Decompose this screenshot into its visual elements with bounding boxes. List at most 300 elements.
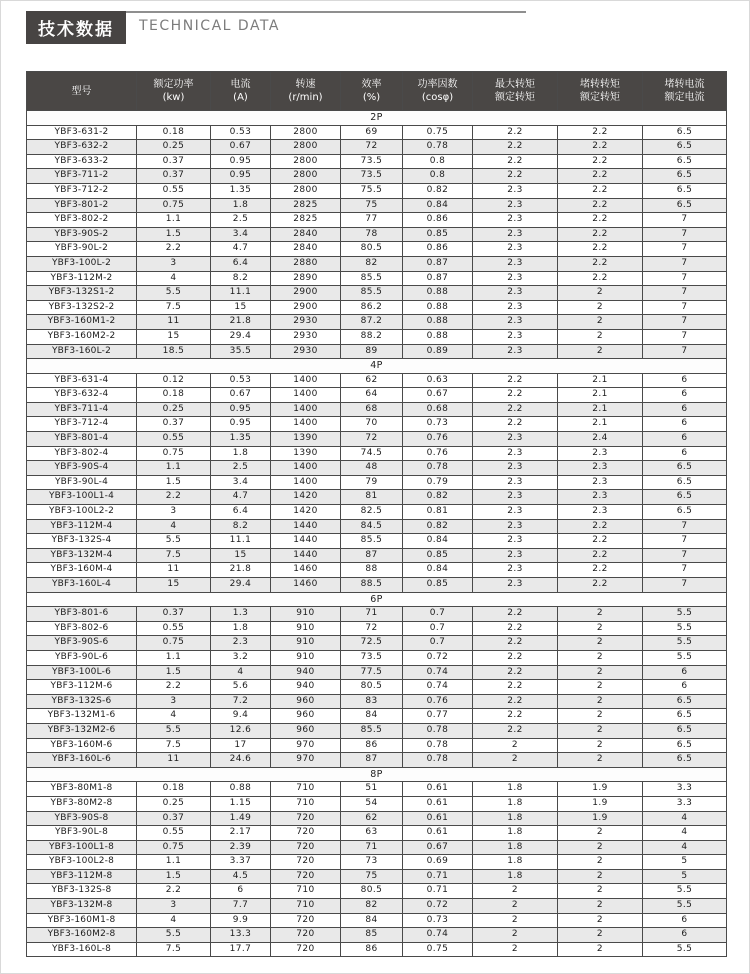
value-cell: 0.88 (403, 329, 473, 344)
table-row (27, 899, 727, 914)
value-cell: 82.5 (341, 505, 403, 520)
value-cell: 7 (643, 344, 727, 359)
value-cell: 0.87 (403, 271, 473, 286)
model-cell: YBF3-112M-4 (27, 519, 137, 534)
value-cell: 2 (558, 884, 643, 899)
value-cell: 2 (558, 826, 643, 841)
value-cell: 2 (558, 315, 643, 330)
value-cell: 1.9 (558, 811, 643, 826)
value-cell: 7.5 (137, 738, 211, 753)
value-cell: 2.4 (558, 432, 643, 447)
table-row (27, 840, 727, 855)
value-cell: 2 (558, 286, 643, 301)
model-cell: YBF3-160L-8 (27, 942, 137, 957)
section-header-row-2p (27, 111, 727, 126)
table-row (27, 402, 727, 417)
value-cell: 4 (211, 665, 271, 680)
value-cell: 5.6 (211, 680, 271, 695)
value-cell: 11.1 (211, 286, 271, 301)
value-cell: 7 (643, 271, 727, 286)
table-row (27, 169, 727, 184)
value-cell: 0.85 (403, 578, 473, 593)
value-cell: 85 (341, 928, 403, 943)
value-cell: 70 (341, 417, 403, 432)
model-cell: YBF3-160M2-2 (27, 329, 137, 344)
value-cell: 5.5 (137, 534, 211, 549)
value-cell: 87 (341, 548, 403, 563)
value-cell: 0.86 (403, 242, 473, 257)
value-cell: 5.5 (643, 650, 727, 665)
value-cell: 2.3 (473, 344, 558, 359)
value-cell: 0.7 (403, 607, 473, 622)
table-row (27, 505, 727, 520)
value-cell: 2 (473, 899, 558, 914)
value-cell: 2.2 (558, 125, 643, 140)
table-row (27, 826, 727, 841)
value-cell: 54 (341, 796, 403, 811)
column-header-sublabel: 额定转矩 (580, 92, 620, 103)
value-cell: 29.4 (211, 578, 271, 593)
value-cell: 0.8 (403, 154, 473, 169)
value-cell: 6.5 (643, 505, 727, 520)
value-cell: 6 (643, 402, 727, 417)
table-row (27, 855, 727, 870)
value-cell: 0.75 (137, 446, 211, 461)
value-cell: 2.2 (473, 125, 558, 140)
value-cell: 2.3 (211, 636, 271, 651)
table-row (27, 154, 727, 169)
value-cell: 5.5 (643, 942, 727, 957)
model-cell: YBF3-132M-4 (27, 548, 137, 563)
value-cell: 2.3 (558, 505, 643, 520)
column-header-label: 功率因数 (417, 79, 458, 90)
value-cell: 0.61 (403, 782, 473, 797)
value-cell: 79 (341, 475, 403, 490)
value-cell: 0.82 (403, 490, 473, 505)
value-cell: 3 (137, 899, 211, 914)
value-cell: 2 (558, 665, 643, 680)
value-cell: 4 (643, 811, 727, 826)
value-cell: 2.2 (137, 242, 211, 257)
table-row (27, 388, 727, 403)
value-cell: 6 (643, 928, 727, 943)
value-cell: 720 (271, 840, 341, 855)
value-cell: 2.2 (558, 183, 643, 198)
value-cell: 88.2 (341, 329, 403, 344)
value-cell: 2 (558, 607, 643, 622)
value-cell: 68 (341, 402, 403, 417)
value-cell: 2 (558, 709, 643, 724)
value-cell: 72 (341, 140, 403, 155)
value-cell: 2.2 (558, 227, 643, 242)
value-cell: 2900 (271, 300, 341, 315)
value-cell: 7 (643, 315, 727, 330)
value-cell: 2.5 (211, 461, 271, 476)
value-cell: 0.61 (403, 811, 473, 826)
model-cell: YBF3-90L-4 (27, 475, 137, 490)
value-cell: 2.2 (473, 694, 558, 709)
value-cell: 2.3 (473, 256, 558, 271)
value-cell: 0.55 (137, 432, 211, 447)
value-cell: 2.3 (473, 183, 558, 198)
value-cell: 9.9 (211, 913, 271, 928)
value-cell: 1.15 (211, 796, 271, 811)
value-cell: 5 (643, 855, 727, 870)
value-cell: 710 (271, 884, 341, 899)
value-cell: 2.2 (473, 621, 558, 636)
table-row (27, 534, 727, 549)
value-cell: 1.8 (473, 840, 558, 855)
value-cell: 11.1 (211, 534, 271, 549)
value-cell: 0.37 (137, 607, 211, 622)
value-cell: 1.8 (473, 782, 558, 797)
value-cell: 72 (341, 621, 403, 636)
value-cell: 2840 (271, 227, 341, 242)
value-cell: 6.5 (643, 738, 727, 753)
value-cell: 2.1 (558, 388, 643, 403)
table-row (27, 563, 727, 578)
value-cell: 0.89 (403, 344, 473, 359)
value-cell: 7 (643, 563, 727, 578)
value-cell: 6 (643, 913, 727, 928)
table-row (27, 490, 727, 505)
value-cell: 4 (643, 840, 727, 855)
table-row (27, 621, 727, 636)
table-row (27, 256, 727, 271)
value-cell: 6.5 (643, 753, 727, 768)
value-cell: 2.2 (137, 884, 211, 899)
value-cell: 960 (271, 723, 341, 738)
value-cell: 2 (558, 913, 643, 928)
table-row (27, 636, 727, 651)
column-header-sublabel: (cosφ) (421, 92, 454, 103)
table-row (27, 475, 727, 490)
model-cell: YBF3-132M1-6 (27, 709, 137, 724)
value-cell: 0.95 (211, 417, 271, 432)
value-cell: 0.69 (403, 855, 473, 870)
model-cell: YBF3-90S-2 (27, 227, 137, 242)
value-cell: 1390 (271, 446, 341, 461)
value-cell: 6.5 (643, 154, 727, 169)
value-cell: 910 (271, 636, 341, 651)
table-row (27, 286, 727, 301)
value-cell: 0.8 (403, 169, 473, 184)
model-cell: YBF3-90S-6 (27, 636, 137, 651)
value-cell: 0.7 (403, 621, 473, 636)
value-cell: 1.9 (558, 782, 643, 797)
model-cell: YBF3-132S2-2 (27, 300, 137, 315)
model-cell: YBF3-132M2-6 (27, 723, 137, 738)
value-cell: 21.8 (211, 563, 271, 578)
value-cell: 2.2 (558, 563, 643, 578)
value-cell: 62 (341, 373, 403, 388)
table-row (27, 213, 727, 228)
table-row (27, 723, 727, 738)
value-cell: 6.5 (643, 169, 727, 184)
value-cell: 0.53 (211, 373, 271, 388)
value-cell: 1440 (271, 534, 341, 549)
section-header-row-6p (27, 592, 727, 607)
value-cell: 2.3 (473, 432, 558, 447)
table-row (27, 869, 727, 884)
value-cell: 2.2 (473, 169, 558, 184)
value-cell: 84.5 (341, 519, 403, 534)
value-cell: 82 (341, 256, 403, 271)
value-cell: 2 (558, 738, 643, 753)
value-cell: 2.3 (473, 490, 558, 505)
value-cell: 81 (341, 490, 403, 505)
table-body (27, 111, 727, 957)
value-cell: 2.2 (473, 723, 558, 738)
value-cell: 1440 (271, 519, 341, 534)
value-cell: 0.85 (403, 227, 473, 242)
model-cell: YBF3-160M-6 (27, 738, 137, 753)
value-cell: 9.4 (211, 709, 271, 724)
value-cell: 2.2 (473, 402, 558, 417)
value-cell: 0.82 (403, 183, 473, 198)
value-cell: 3.3 (643, 796, 727, 811)
value-cell: 7 (643, 213, 727, 228)
value-cell: 960 (271, 694, 341, 709)
value-cell: 2.3 (473, 227, 558, 242)
value-cell: 2 (558, 344, 643, 359)
value-cell: 0.88 (211, 782, 271, 797)
table-row (27, 738, 727, 753)
value-cell: 15 (137, 578, 211, 593)
value-cell: 2 (473, 942, 558, 957)
table-row (27, 344, 727, 359)
value-cell: 3.37 (211, 855, 271, 870)
value-cell: 1.8 (473, 796, 558, 811)
value-cell: 0.78 (403, 140, 473, 155)
value-cell: 2.2 (473, 636, 558, 651)
value-cell: 0.76 (403, 446, 473, 461)
value-cell: 2.2 (558, 198, 643, 213)
value-cell: 6 (643, 373, 727, 388)
value-cell: 0.12 (137, 373, 211, 388)
value-cell: 0.74 (403, 680, 473, 695)
table-header-row (27, 72, 727, 111)
value-cell: 48 (341, 461, 403, 476)
value-cell: 24.6 (211, 753, 271, 768)
column-header-sublabel: (A) (233, 92, 248, 103)
value-cell: 0.84 (403, 198, 473, 213)
value-cell: 2.3 (473, 461, 558, 476)
value-cell: 2.2 (473, 650, 558, 665)
value-cell: 2 (558, 694, 643, 709)
model-cell: YBF3-712-2 (27, 183, 137, 198)
model-cell: YBF3-631-4 (27, 373, 137, 388)
value-cell: 0.72 (403, 899, 473, 914)
value-cell: 2.3 (473, 300, 558, 315)
value-cell: 85.5 (341, 534, 403, 549)
value-cell: 2.3 (473, 198, 558, 213)
value-cell: 71 (341, 607, 403, 622)
value-cell: 1.8 (473, 826, 558, 841)
table-row (27, 227, 727, 242)
value-cell: 2 (558, 899, 643, 914)
model-cell: YBF3-802-6 (27, 621, 137, 636)
value-cell: 0.73 (403, 913, 473, 928)
value-cell: 2.39 (211, 840, 271, 855)
value-cell: 6.4 (211, 256, 271, 271)
page-header (26, 11, 526, 44)
value-cell: 1.5 (137, 869, 211, 884)
value-cell: 2.2 (473, 417, 558, 432)
value-cell: 62 (341, 811, 403, 826)
value-cell: 7 (643, 329, 727, 344)
column-header-2 (137, 72, 211, 111)
value-cell: 2.3 (473, 534, 558, 549)
model-cell: YBF3-100L1-4 (27, 490, 137, 505)
value-cell: 2 (558, 840, 643, 855)
value-cell: 2.3 (473, 446, 558, 461)
value-cell: 0.88 (403, 300, 473, 315)
value-cell: 2.2 (558, 271, 643, 286)
value-cell: 3.2 (211, 650, 271, 665)
table-row (27, 680, 727, 695)
value-cell: 7 (643, 534, 727, 549)
value-cell: 2890 (271, 271, 341, 286)
value-cell: 0.95 (211, 169, 271, 184)
value-cell: 18.5 (137, 344, 211, 359)
value-cell: 0.75 (137, 840, 211, 855)
value-cell: 73.5 (341, 154, 403, 169)
model-cell: YBF3-160L-6 (27, 753, 137, 768)
value-cell: 2 (473, 928, 558, 943)
column-header-label: 堵转电流 (664, 79, 705, 90)
value-cell: 2.2 (558, 519, 643, 534)
value-cell: 2.2 (473, 140, 558, 155)
value-cell: 2.2 (558, 548, 643, 563)
value-cell: 71 (341, 840, 403, 855)
value-cell: 2.1 (558, 417, 643, 432)
value-cell: 0.75 (137, 636, 211, 651)
value-cell: 0.78 (403, 738, 473, 753)
model-cell: YBF3-80M1-8 (27, 782, 137, 797)
value-cell: 63 (341, 826, 403, 841)
table-row (27, 461, 727, 476)
model-cell: YBF3-160M1-8 (27, 913, 137, 928)
model-cell: YBF3-802-2 (27, 213, 137, 228)
model-cell: YBF3-633-2 (27, 154, 137, 169)
model-cell: YBF3-112M-2 (27, 271, 137, 286)
table-row (27, 928, 727, 943)
value-cell: 75 (341, 869, 403, 884)
value-cell: 11 (137, 753, 211, 768)
column-header-sublabel: 额定电流 (664, 92, 705, 103)
value-cell: 2.2 (473, 665, 558, 680)
value-cell: 2 (558, 942, 643, 957)
value-cell: 88 (341, 563, 403, 578)
value-cell: 86.2 (341, 300, 403, 315)
value-cell: 720 (271, 811, 341, 826)
value-cell: 1400 (271, 373, 341, 388)
table-row (27, 432, 727, 447)
value-cell: 1400 (271, 475, 341, 490)
value-cell: 2930 (271, 344, 341, 359)
value-cell: 2.2 (558, 140, 643, 155)
value-cell: 4 (137, 709, 211, 724)
value-cell: 3 (137, 694, 211, 709)
table-row (27, 242, 727, 257)
value-cell: 0.55 (137, 826, 211, 841)
column-header-label: 额定功率 (153, 79, 194, 90)
value-cell: 6.5 (643, 183, 727, 198)
value-cell: 1.1 (137, 213, 211, 228)
value-cell: 7.5 (137, 300, 211, 315)
value-cell: 0.37 (137, 154, 211, 169)
value-cell: 720 (271, 913, 341, 928)
value-cell: 1400 (271, 461, 341, 476)
value-cell: 8.2 (211, 271, 271, 286)
value-cell: 2 (558, 723, 643, 738)
value-cell: 75.5 (341, 183, 403, 198)
value-cell: 5.5 (643, 899, 727, 914)
value-cell: 1440 (271, 548, 341, 563)
value-cell: 69 (341, 125, 403, 140)
column-header-7 (473, 72, 558, 111)
value-cell: 6.5 (643, 723, 727, 738)
table-row (27, 884, 727, 899)
value-cell: 4.7 (211, 242, 271, 257)
column-header-5 (341, 72, 403, 111)
page-title-english: TECHNICAL DATA (126, 11, 526, 44)
value-cell: 6.5 (643, 475, 727, 490)
column-header-9 (643, 72, 727, 111)
model-cell: YBF3-132M-8 (27, 899, 137, 914)
value-cell: 5.5 (137, 928, 211, 943)
value-cell: 17 (211, 738, 271, 753)
value-cell: 0.18 (137, 125, 211, 140)
value-cell: 2.2 (558, 154, 643, 169)
section-header-row-4p (27, 359, 727, 374)
value-cell: 710 (271, 899, 341, 914)
model-cell: YBF3-160L-2 (27, 344, 137, 359)
value-cell: 2840 (271, 242, 341, 257)
value-cell: 7.2 (211, 694, 271, 709)
table-row (27, 694, 727, 709)
model-cell: YBF3-112M-8 (27, 869, 137, 884)
value-cell: 2.3 (558, 490, 643, 505)
column-header-sublabel: (%) (362, 92, 381, 103)
value-cell: 0.73 (403, 417, 473, 432)
value-cell: 1.8 (473, 869, 558, 884)
value-cell: 2800 (271, 183, 341, 198)
value-cell: 1460 (271, 563, 341, 578)
value-cell: 74.5 (341, 446, 403, 461)
value-cell: 86 (341, 942, 403, 957)
value-cell: 2.2 (473, 680, 558, 695)
value-cell: 2.3 (473, 286, 558, 301)
value-cell: 1.5 (137, 665, 211, 680)
model-cell: YBF3-712-4 (27, 417, 137, 432)
value-cell: 6 (643, 388, 727, 403)
value-cell: 6.5 (643, 198, 727, 213)
value-cell: 0.78 (403, 461, 473, 476)
value-cell: 0.18 (137, 782, 211, 797)
value-cell: 710 (271, 782, 341, 797)
value-cell: 1.1 (137, 855, 211, 870)
table-row (27, 125, 727, 140)
value-cell: 1.8 (211, 621, 271, 636)
value-cell: 2.1 (558, 402, 643, 417)
value-cell: 8.2 (211, 519, 271, 534)
value-cell: 2 (473, 884, 558, 899)
value-cell: 0.79 (403, 475, 473, 490)
model-cell: YBF3-711-2 (27, 169, 137, 184)
value-cell: 720 (271, 928, 341, 943)
